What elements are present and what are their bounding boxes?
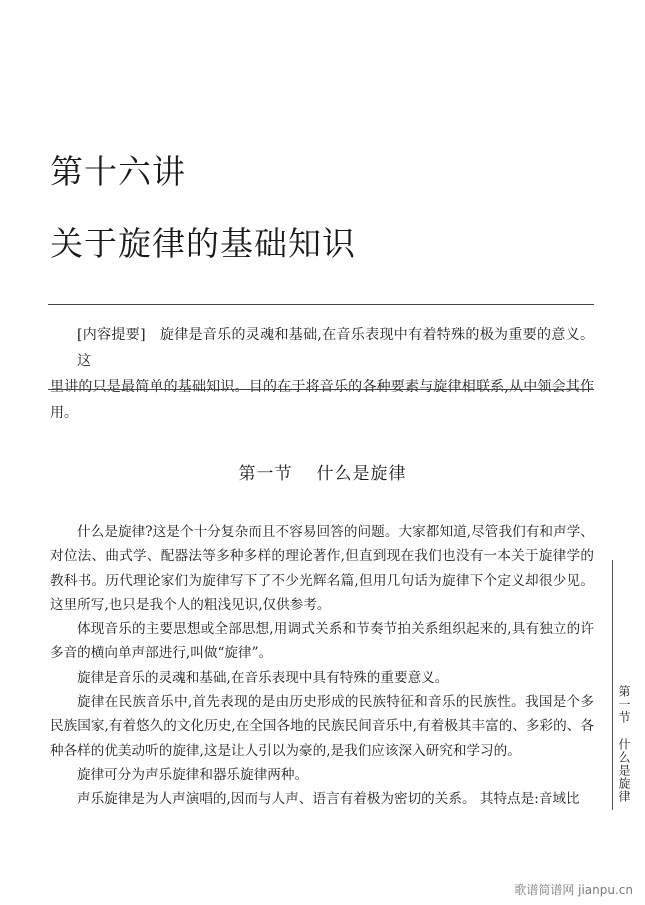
paragraph: 什么是旋律?这是个十分复杂而且不容易回答的问题。大家都知道,尽管我们有和声学、对位法、曲式学、配器法等多种多样的理论著作,但直到现在我们也没有一本关于旋律学的教科书。历代理论家们为旋律写下了不少光辉名篇,但用几句话为旋律下个定义却很少见。这里所写,也只是我个人的粗浅见识,仅供参考。 xyxy=(50,524,594,613)
abstract xyxy=(50,322,594,426)
abstract-text-2: 里讲的只是最简单的基础知识。目的在于将音乐的各种要素与旋律相联系,从中领会其作用。 xyxy=(50,379,594,421)
lecture-number: 第十六讲 xyxy=(50,152,186,191)
paragraph: 旋律在民族音乐中,首先表现的是由历史形成的民族特征和音乐的民族性。我国是个多民族国家,有着悠久的文化历史,在全国各地的民族民间音乐中,有着极其丰富的、多彩的、各种各样的优美动听的旋律,这是让人引以为豪的,是我们应该深入研究和学习的。 xyxy=(50,694,594,759)
side-tab-section-title: 什么是旋律 xyxy=(617,738,631,803)
abstract-bottom-rule xyxy=(48,389,594,390)
paragraph: 声乐旋律是为人声演唱的,因而与人声、语言有着极为密切的关系。 其特点是:音域比 xyxy=(77,791,580,808)
paragraph: 体现音乐的主要思想或全部思想,用调式关系和节奏节拍关系组织起来的,具有独立的许多音的横向单声部进行,叫做“旋律”。 xyxy=(50,621,594,662)
side-tab-section-number: 第一节 xyxy=(617,685,631,724)
body-text xyxy=(50,520,594,812)
section-title: 什么是旋律 xyxy=(316,464,407,484)
watermark: 歌谱简谱网 jianpu.cn xyxy=(514,883,633,897)
side-tab-label xyxy=(616,685,633,803)
page-title: 关于旋律的基础知识 xyxy=(50,224,356,263)
abstract-top-rule xyxy=(48,304,594,305)
abstract-first-line xyxy=(50,322,594,374)
section-heading xyxy=(0,459,645,484)
abstract-label: [内容提要] xyxy=(77,327,146,343)
abstract-text-1: 旋律是音乐的灵魂和基础,在音乐表现中有着特殊的极为重要的意义。这 xyxy=(77,327,594,369)
paragraph: 旋律可分为声乐旋律和器乐旋律两种。 xyxy=(77,766,309,783)
section-number: 第一节 xyxy=(238,464,293,484)
side-tab-rule xyxy=(612,560,613,810)
paragraph: 旋律是音乐的灵魂和基础,在音乐表现中具有特殊的重要意义。 xyxy=(77,669,449,686)
